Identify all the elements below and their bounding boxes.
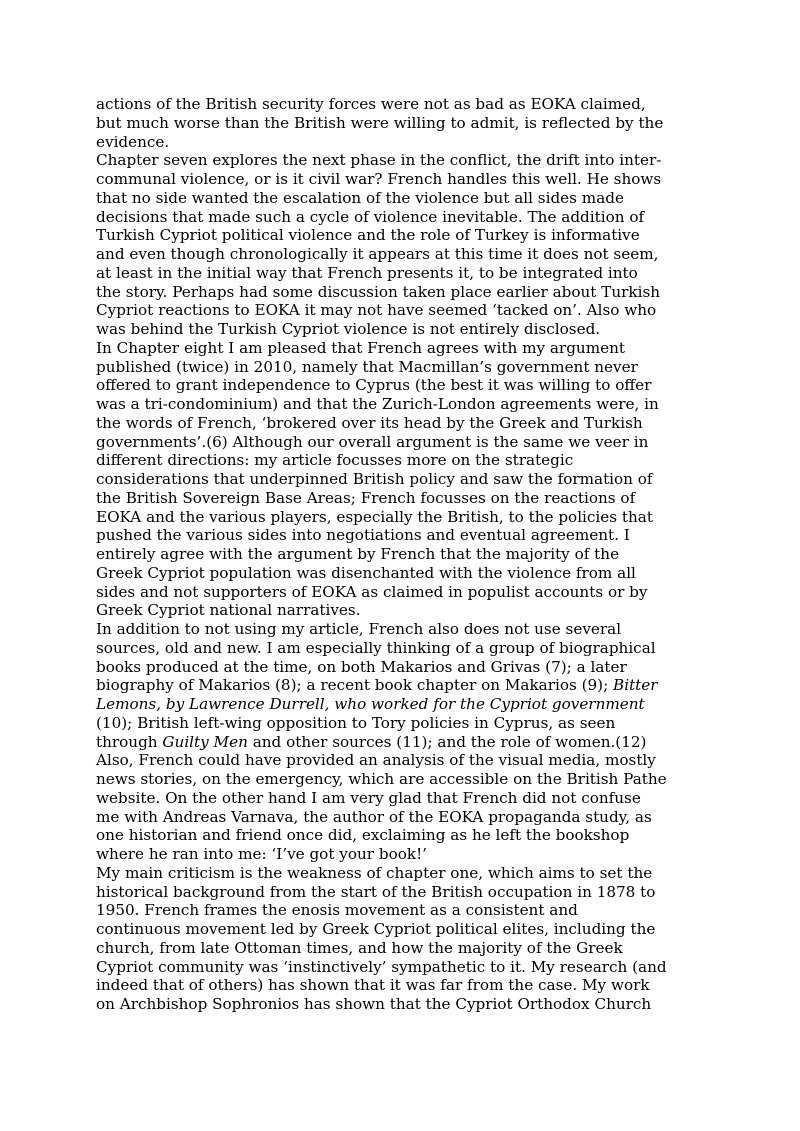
text-line: was behind the Turkish Cypriot violence is not entirely disclosed.: [96, 320, 601, 338]
text-line: the words of French, ‘brokered over its head by the Greek and Turkish: [96, 413, 643, 432]
text-line: different directions: my article focusses more on the strategic: [96, 451, 574, 470]
text-line: [96, 676, 716, 695]
text-line: at least in the initial way that French presents it, to be integrated into: [96, 263, 638, 282]
text-line: offered to grant independence to Cyprus (the best it was willing to offer: [96, 376, 652, 395]
text-line: historical background from the start of the British occupation in 1878 to: [96, 882, 656, 901]
text-line: the story. Perhaps had some discussion taken place earlier about Turkish: [96, 282, 661, 301]
text-line: [96, 733, 716, 752]
text-line: My main criticism is the weakness of chapter one, which aims to set the: [96, 863, 653, 882]
text-line: pushed the various sides into negotiations and eventual agreement. I: [96, 526, 630, 545]
text-line: was a tri-condominium) and that the Zurich-London agreements were, in: [96, 395, 659, 413]
text-line: Greek Cypriot population was disenchanted with the violence from all: [96, 563, 636, 582]
text-line: where he ran into me: ‘I’ve got your book!’: [96, 845, 427, 863]
text-line: decisions that made such a cycle of violence inevitable. The addition of: [96, 207, 645, 226]
text-line: 1950. French frames the enosis movement as a consistent and: [96, 901, 578, 920]
text-line: sides and not supporters of EOKA as claimed in populist accounts or by: [96, 582, 648, 601]
text-line: books produced at the time, on both Makarios and Grivas (7); a later: [96, 657, 627, 676]
text-line: news stories, on the emergency, which are accessible on the British Pathe: [96, 770, 667, 788]
text-line: entirely agree with the argument by French that the majority of the: [96, 545, 620, 563]
text-line: considerations that underpinned British policy and saw the formation of: [96, 470, 653, 488]
text-fragment: through: [96, 732, 158, 751]
text-line: that no side wanted the escalation of the violence but all sides made: [96, 188, 624, 207]
text-line: Chapter seven explores the next phase in the conflict, the drift into inter-: [96, 151, 662, 170]
text-line: [96, 695, 716, 714]
text-line: Cypriot reactions to EOKA it may not have seemed ‘tacked on’. Also who: [96, 301, 657, 320]
text-line: the British Sovereign Base Areas; French focusses on the reactions of: [96, 488, 636, 507]
text-line: governments’.(6) Although our overall argument is the same we veer in: [96, 432, 649, 451]
text-line: Greek Cypriot national narratives.: [96, 601, 361, 620]
text-line: on Archbishop Sophronios has shown that the Cypriot Orthodox Church: [96, 995, 652, 1013]
text-line: me with Andreas Varnava, the author of the EOKA propaganda study, as: [96, 807, 652, 826]
document-page: [96, 95, 716, 1014]
text-line: but much worse than the British were willing to admit, is reflected by the: [96, 113, 664, 132]
text-line: actions of the British security forces were not as bad as EOKA claimed,: [96, 95, 646, 113]
text-line: EOKA and the various players, especially the British, to the policies that: [96, 507, 653, 526]
text-line: Cypriot community was ‘instinctively’ sympathetic to it. My research (and: [96, 957, 667, 976]
text-line: communal violence, or is it civil war? French handles this well. He shows: [96, 170, 662, 188]
text-line: website. On the other hand I am very glad that French did not confuse: [96, 788, 641, 807]
text-line: published (twice) in 2010, namely that Macmillan’s government never: [96, 357, 638, 376]
text-line: Also, French could have provided an analysis of the visual media, mostly: [96, 751, 656, 770]
text-line: In addition to not using my article, French also does not use several: [96, 620, 622, 638]
italic-title: Guilty Men: [162, 732, 248, 751]
text-line: and even though chronologically it appears at this time it does not seem,: [96, 245, 659, 263]
text-line: sources, old and new. I am especially thinking of a group of biographical: [96, 638, 656, 657]
italic-title: Lemons, by Lawrence Durrell, who worked for the Cypriot government: [96, 695, 645, 713]
text-line: evidence.: [96, 132, 170, 151]
text-line: (10); British left-wing opposition to Tory policies in Cyprus, as seen: [96, 713, 616, 732]
text-fragment: biography of Makarios (8); a recent book chapter on Makarios (9);: [96, 676, 609, 695]
text-line: church, from late Ottoman times, and how the majority of the Greek: [96, 938, 623, 957]
text-fragment: and other sources (11); and the role of women.(12): [252, 732, 647, 751]
text-line: Turkish Cypriot political violence and the role of Turkey is informative: [96, 226, 640, 245]
italic-title: Bitter: [613, 676, 658, 695]
text-line: continuous movement led by Greek Cypriot political elites, including the: [96, 920, 656, 938]
text-line: indeed that of others) has shown that it was far from the case. My work: [96, 976, 650, 995]
text-line: In Chapter eight I am pleased that French agrees with my argument: [96, 338, 625, 357]
text-line: one historian and friend once did, exclaiming as he left the bookshop: [96, 826, 630, 845]
